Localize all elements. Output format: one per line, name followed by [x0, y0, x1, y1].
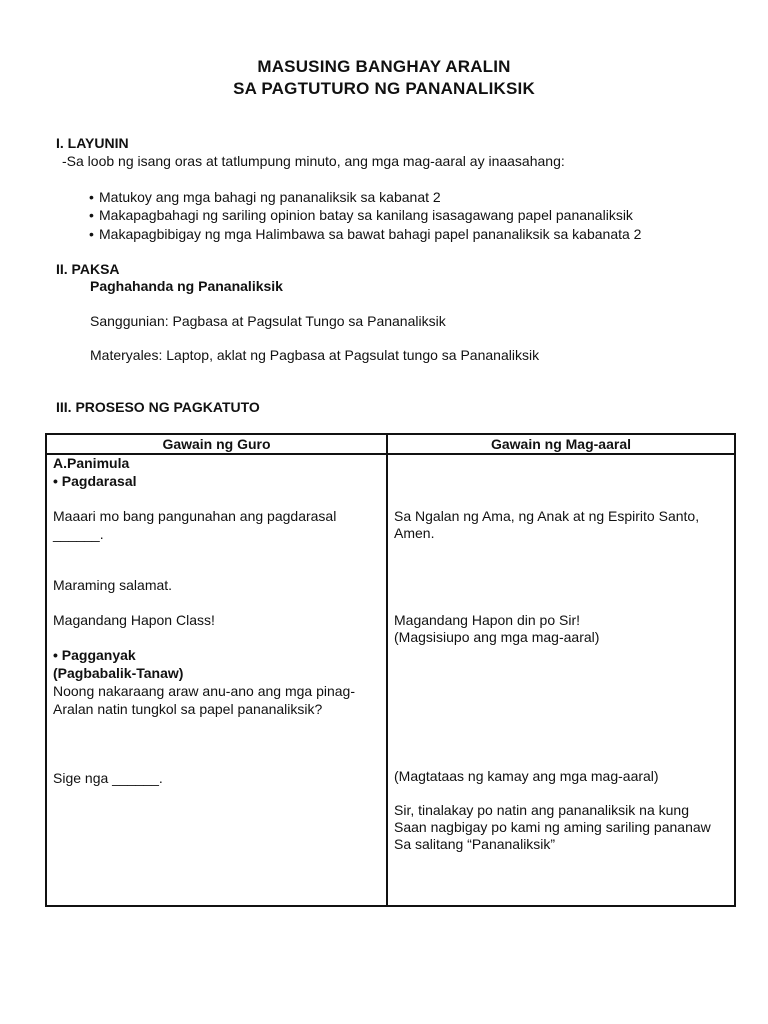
column-header-guro: Gawain ng Guro	[46, 434, 387, 454]
layunin-intro: -Sa loob ng isang oras at tatlumpung minuto, ang mga mag-aaral ay inaasahang:	[62, 153, 565, 169]
answer-line1: Sir, tinalakay po natin ang pananaliksik na kung	[394, 802, 689, 818]
reply-line2: (Magsisiupo ang mga mag-aaral)	[394, 629, 600, 645]
document-title-line2: SA PAGTUTURO NG PANANALIKSIK	[233, 79, 535, 98]
layunin-bullet-1	[89, 189, 441, 205]
pagdarasal-label: • Pagdarasal	[53, 473, 137, 489]
prayer-line1: Sa Ngalan ng Ama, ng Anak at ng Espirito Santo,	[394, 508, 700, 524]
raise-hand-text: (Magtataas ng kamay ang mga mag-aaral)	[394, 768, 659, 784]
proseso-table	[45, 433, 736, 907]
paksa-sanggunian: Sanggunian: Pagbasa at Pagsulat Tungo sa Pananaliksik	[90, 313, 446, 329]
pagganyak-label: • Pagganyak	[53, 647, 136, 663]
bullet-icon: •	[89, 207, 94, 223]
paksa-heading: II. PAKSA	[56, 261, 120, 277]
bullet-icon: •	[89, 226, 94, 242]
bullet-icon: •	[89, 189, 94, 205]
answer-line3: Sa salitang “Pananaliksik”	[394, 836, 556, 852]
sige-text: Sige nga ______.	[53, 770, 163, 786]
layunin-heading: I. LAYUNIN	[56, 135, 129, 151]
paksa-topic: Paghahanda ng Pananaliksik	[90, 278, 283, 294]
magaaral-cell	[387, 454, 735, 906]
document-title-line1: MASUSING BANGHAY ARALIN	[257, 57, 511, 76]
layunin-bullet-text: Makapagbahagi ng sariling opinion batay sa kanilang isasagawang papel pananaliksik	[99, 207, 633, 223]
prayer-request-line1: Maaari mo bang pangunahan ang pagdarasal	[53, 508, 337, 524]
layunin-bullet-3	[89, 226, 641, 242]
layunin-bullet-text: Makapagbibigay ng mga Halimbawa sa bawat bahagi papel pananaliksik sa kabanata 2	[99, 226, 642, 242]
pagbabalik-label: (Pagbabalik-Tanaw)	[53, 665, 184, 681]
prayer-line2: Amen.	[394, 525, 435, 541]
answer-line2: Saan nagbigay po kami ng aming sariling pananaw	[394, 819, 711, 835]
layunin-bullet-2	[89, 207, 633, 223]
prayer-request-line2: ______.	[53, 526, 104, 542]
greeting-text: Magandang Hapon Class!	[53, 612, 215, 628]
question-line1: Noong nakaraang araw anu-ano ang mga pinag-	[53, 683, 355, 699]
table-row	[46, 454, 735, 906]
proseso-heading: III. PROSESO NG PAGKATUTO	[56, 399, 260, 415]
question-line2: Aralan natin tungkol sa papel pananaliksik?	[53, 701, 323, 717]
layunin-bullet-text: Matukoy ang mga bahagi ng pananaliksik sa kabanat 2	[99, 189, 441, 205]
column-header-magaaral: Gawain ng Mag-aaral	[387, 434, 735, 454]
panimula-label: A.Panimula	[53, 455, 130, 471]
thanks-text: Maraming salamat.	[53, 577, 173, 593]
reply-line1: Magandang Hapon din po Sir!	[394, 612, 581, 628]
table-header-row	[46, 434, 735, 454]
paksa-materyales: Materyales: Laptop, aklat ng Pagbasa at Pagsulat tungo sa Pananaliksik	[90, 347, 540, 363]
guro-cell	[46, 454, 387, 906]
